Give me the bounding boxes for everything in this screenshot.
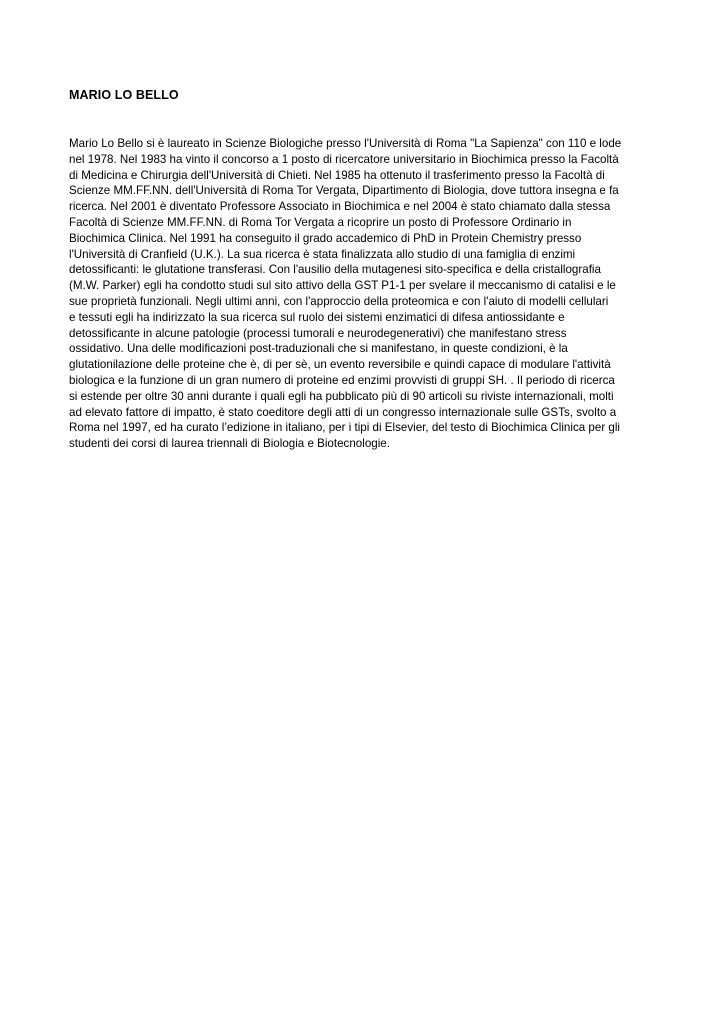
biography-paragraph (69, 136, 669, 452)
paragraph-line: biologica e la funzione di un gran numero di proteine ed enzimi provvisti di gruppi SH. . Il periodo di ricerca (69, 373, 615, 387)
paragraph-line: l'Università di Cranfield (U.K.). La sua ricerca è stata finalizzata allo studio di una famiglia di enzimi (69, 247, 576, 261)
paragraph-line: detossificante in alcune patologie (processi tumorali e neurodegenerativi) che manifestano stress (69, 326, 567, 340)
paragraph-line: Roma nel 1997, ed ha curato l’edizione in italiano, per i tipi di Elsevier, del testo di Biochimica Clinica per gli (69, 421, 620, 435)
paragraph-line: ricerca. Nel 2001 è diventato Professore Associato in Biochimica e nel 2004 è stato chiamato dalla stessa (69, 200, 611, 214)
paragraph-line: Biochimica Clinica. Nel 1991 ha conseguito il grado accademico di PhD in Protein Chemistry presso (69, 231, 582, 245)
document-title: MARIO LO BELLO (69, 88, 179, 102)
paragraph-line: Scienze MM.FF.NN. dell'Università di Roma Tor Vergata, Dipartimento di Biologia, dove tuttora insegna e fa (69, 184, 619, 198)
paragraph-line: Facoltà di Scienze MM.FF.NN. di Roma Tor Vergata a ricoprire un posto di Professore Ordinario in (69, 215, 572, 229)
paragraph-line: Mario Lo Bello si è laureato in Scienze Biologiche presso l'Università di Roma "La Sapienza" con 110 e lode (69, 137, 622, 150)
paragraph-line: detossificanti: le glutatione transferasi. Con l'ausilio della mutagenesi sito-specifica e della cristallografia (69, 263, 601, 277)
paragraph-line: glutationilazione delle proteine che è, di per sè, un evento reversibile e quindi capace di modulare l'attività (69, 358, 611, 372)
paragraph-line: di Medicina e Chirurgia dell'Università di Chieti. Nel 1985 ha ottenuto il trasferimento presso la Facoltà di (69, 168, 605, 182)
paragraph-line: nel 1978. Nel 1983 ha vinto il concorso a 1 posto di ricercatore universitario in Biochimica presso la Facoltà (69, 152, 619, 166)
paragraph-line: sue proprietà funzionali. Negli ultimi anni, con l'approccio della proteomica e con l'aiuto di modelli cellulari (69, 294, 609, 308)
paragraph-line: studenti dei corsi di laurea triennali di Biologia e Biotecnologie. (69, 437, 390, 451)
paragraph-line: (M.W. Parker) egli ha condotto studi sul sito attivo della GST P1-1 per svelare il meccanismo di catalisi e le (69, 279, 616, 293)
paragraph-line: ad elevato fattore di impatto, è stato coeditore degli atti di un congresso internazionale sulle GSTs, svolto a (69, 405, 617, 419)
paragraph-line: si estende per oltre 30 anni durante i quali egli ha pubblicato più di 90 articoli su riviste internazionali, molti (69, 389, 614, 403)
paragraph-line: ossidativo. Una delle modificazioni post-traduzionali che si manifestano, in queste condizioni, è la (69, 342, 568, 356)
paragraph-line: e tessuti egli ha indirizzato la sua ricerca sul ruolo dei sistemi enzimatici di difesa antiossidante e (69, 310, 565, 324)
